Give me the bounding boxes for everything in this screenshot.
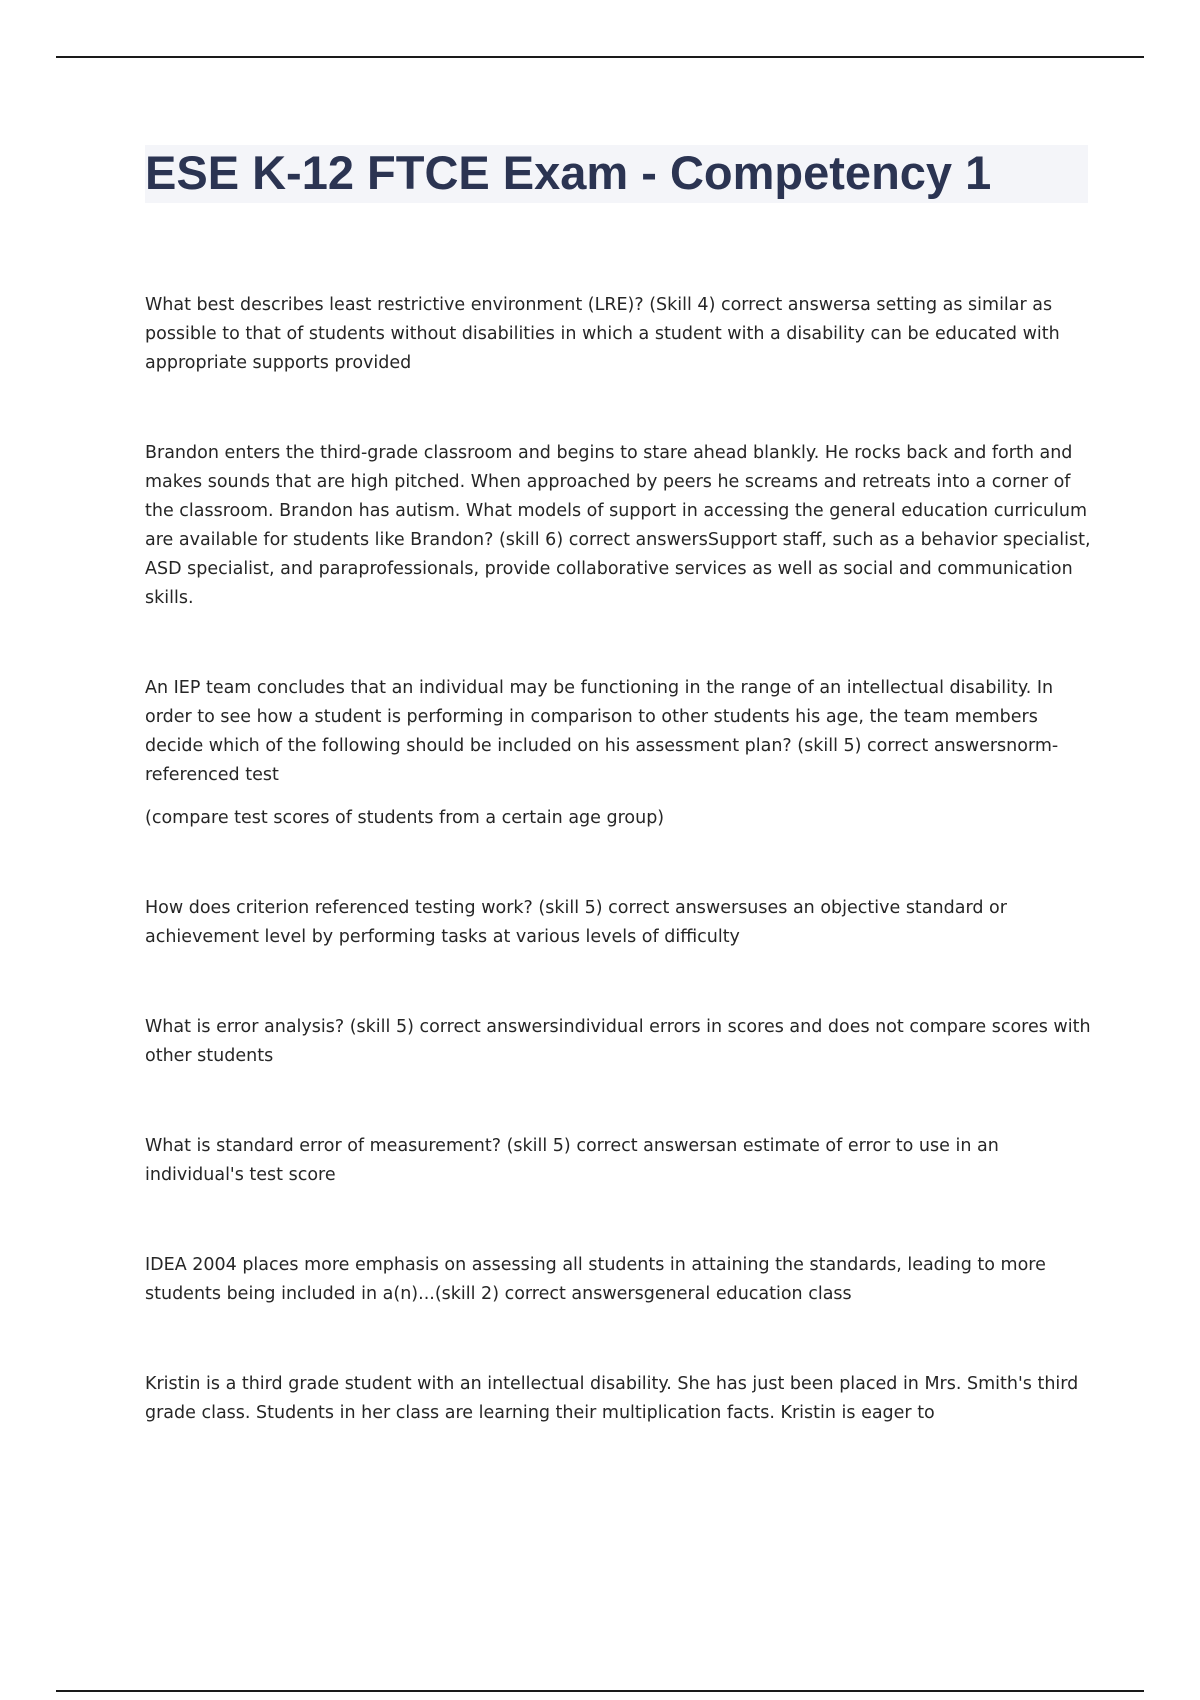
qa-norm-referenced-note: (compare test scores of students from a certain age group)	[145, 808, 665, 828]
bottom-rule	[56, 1690, 1144, 1692]
qa-lre: What best describes least restrictive environment (LRE)? (Skill 4) correct answersa setting as similar as possible to that of students without disabilities in which a student with a disability can be educated with appropriate supports provided	[145, 295, 1060, 373]
qa-error-analysis: What is error analysis? (skill 5) correct answersindividual errors in scores and does not compare scores with other students	[145, 1017, 1091, 1066]
qa-criterion-referenced: How does criterion referenced testing work? (skill 5) correct answersuses an objective standard or achievement level by performing tasks at various levels of difficulty	[145, 898, 1007, 947]
document-title: ESE K-12 FTCE Exam - Competency 1	[145, 146, 992, 199]
qa-kristin: Kristin is a third grade student with an intellectual disability. She has just been placed in Mrs. Smith's third grade class. Students in her class are learning their multiplication facts. Kristin is eager to	[145, 1374, 1079, 1423]
top-rule	[56, 56, 1144, 58]
document-body	[145, 291, 1095, 1428]
qa-idea-2004: IDEA 2004 places more emphasis on assessing all students in attaining the standards, leading to more students being included in a(n)...(skill 2) correct answersgeneral education class	[145, 1255, 1046, 1304]
qa-standard-error: What is standard error of measurement? (skill 5) correct answersan estimate of error to use in an individual's test score	[145, 1136, 999, 1185]
qa-brandon-autism: Brandon enters the third-grade classroom and begins to stare ahead blankly. He rocks back and forth and makes sounds that are high pitched. When approached by peers he screams and retreats into a corner of the classroom. Brandon has autism. What models of support in accessing the general education curriculum are available for students like Brandon? (skill 6) correct answersSupport staff, such as a behavior specialist, ASD specialist, and paraprofessionals, provide collaborative services as well as social and communication skills.	[145, 443, 1091, 608]
qa-iep-norm-referenced: An IEP team concludes that an individual may be functioning in the range of an intellectual disability. In order to see how a student is performing in comparison to other students his age, the team members decide which of the following should be included on his assessment plan? (skill 5) correct answersnorm-referenced test	[145, 678, 1059, 785]
